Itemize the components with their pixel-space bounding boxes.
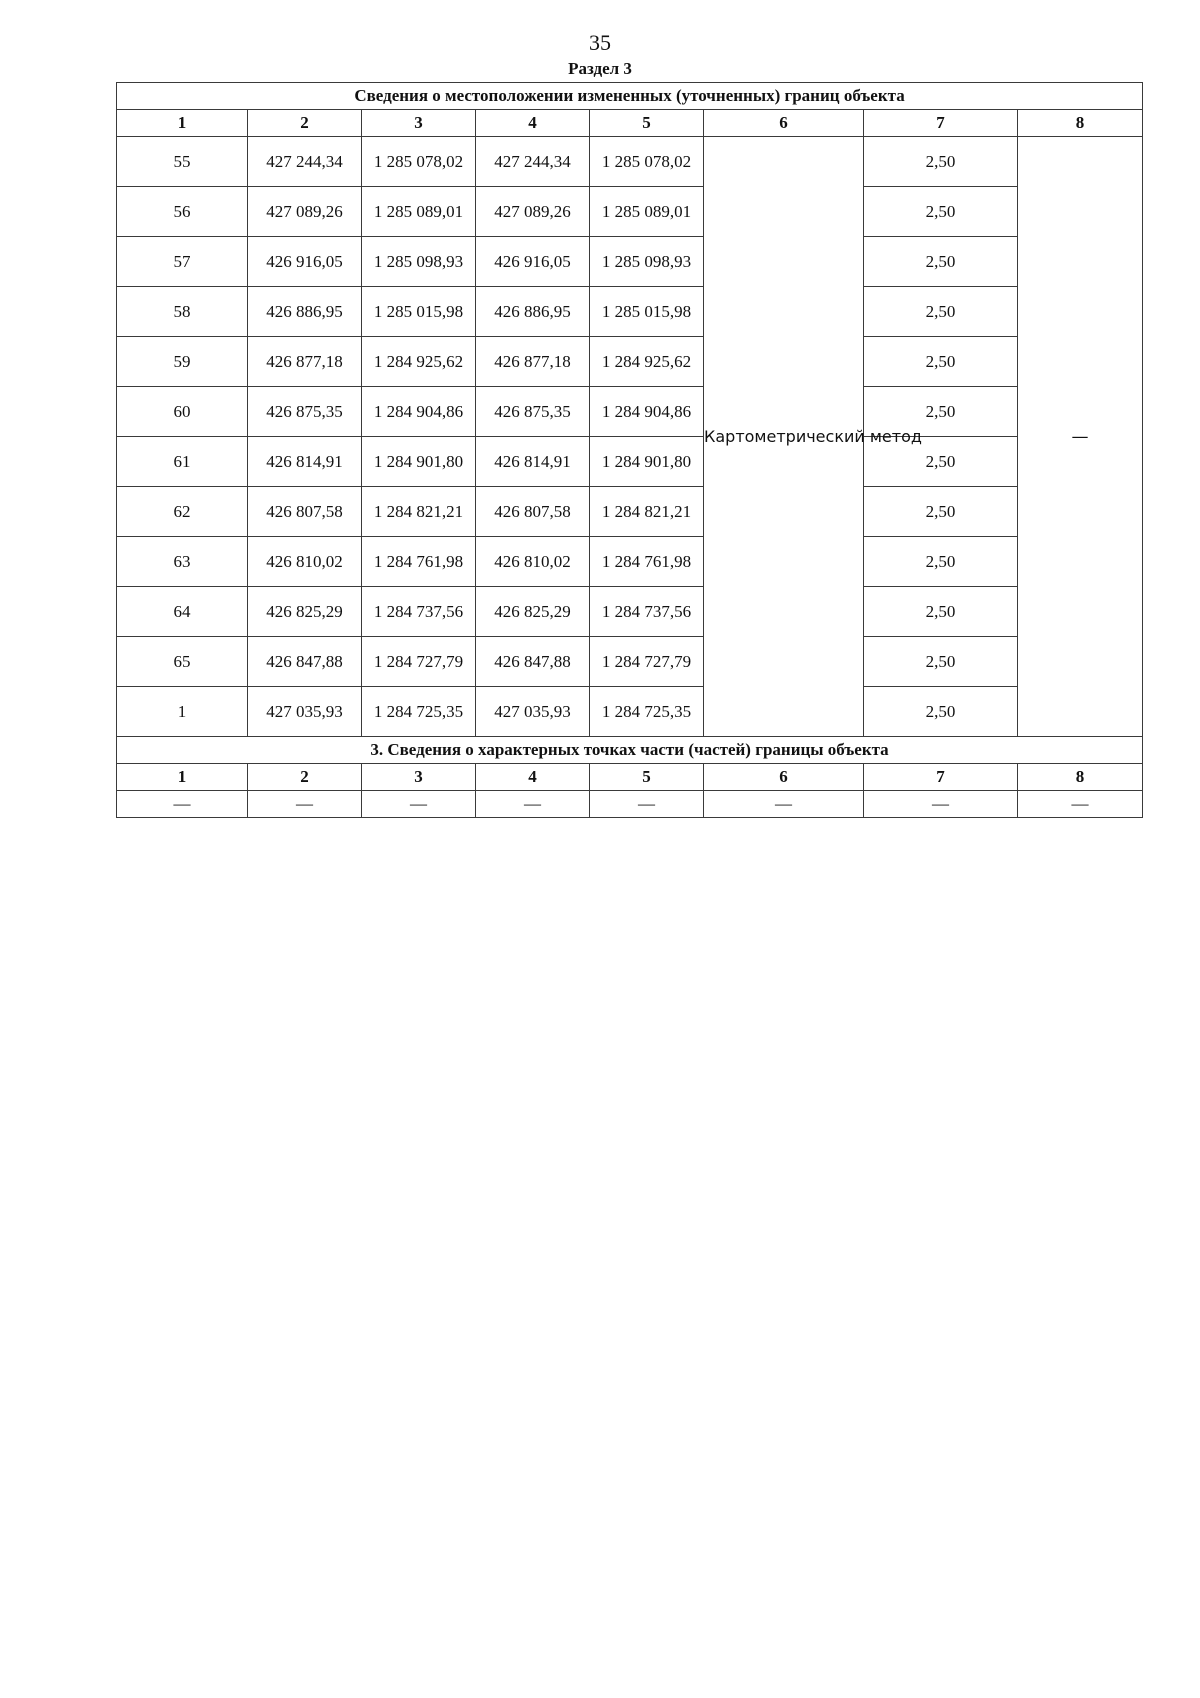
column-number: 7 — [864, 110, 1018, 137]
new-y: 1 284 761,98 — [590, 537, 704, 587]
new-y: 1 284 901,80 — [590, 437, 704, 487]
table-row — [117, 687, 1143, 737]
new-x: 427 089,26 — [476, 187, 590, 237]
existing-y: 1 285 089,01 — [362, 187, 476, 237]
table-row — [117, 387, 1143, 437]
accuracy-value: 2,50 — [864, 337, 1018, 387]
new-x: 426 847,88 — [476, 637, 590, 687]
existing-x: 427 035,93 — [248, 687, 362, 737]
new-x: 426 916,05 — [476, 237, 590, 287]
accuracy-value: 2,50 — [864, 187, 1018, 237]
existing-y: 1 285 015,98 — [362, 287, 476, 337]
section-title: Раздел 3 — [568, 59, 632, 78]
existing-x: 427 244,34 — [248, 137, 362, 187]
dash-cell: — — [1018, 791, 1143, 818]
accuracy-value: 2,50 — [864, 637, 1018, 687]
existing-x: 426 814,91 — [248, 437, 362, 487]
point-number: 57 — [117, 237, 248, 287]
column-number: 1 — [117, 110, 248, 137]
existing-x: 426 807,58 — [248, 487, 362, 537]
new-y: 1 285 015,98 — [590, 287, 704, 337]
existing-x: 426 810,02 — [248, 537, 362, 587]
point-number: 58 — [117, 287, 248, 337]
existing-x: 426 875,35 — [248, 387, 362, 437]
table-row — [117, 337, 1143, 387]
accuracy-value: 2,50 — [864, 137, 1018, 187]
existing-y: 1 284 904,86 — [362, 387, 476, 437]
accuracy-value: 2,50 — [864, 687, 1018, 737]
column-number: 3 — [362, 764, 476, 791]
new-y: 1 284 725,35 — [590, 687, 704, 737]
table1-column-numbers-row — [117, 110, 1143, 137]
dash-cell: — — [590, 791, 704, 818]
dash-cell: — — [864, 791, 1018, 818]
column-number: 8 — [1018, 764, 1143, 791]
point-number: 59 — [117, 337, 248, 387]
table1-title: Сведения о местоположении измененных (уточненных) границ объекта — [117, 83, 1143, 110]
table2-title: 3. Сведения о характерных точках части (частей) границы объекта — [117, 737, 1143, 764]
existing-y: 1 284 901,80 — [362, 437, 476, 487]
new-y: 1 285 098,93 — [590, 237, 704, 287]
point-number: 64 — [117, 587, 248, 637]
new-x: 426 825,29 — [476, 587, 590, 637]
point-number: 56 — [117, 187, 248, 237]
dash-cell: — — [704, 791, 864, 818]
existing-x: 426 877,18 — [248, 337, 362, 387]
new-x: 426 875,35 — [476, 387, 590, 437]
point-number: 63 — [117, 537, 248, 587]
existing-y: 1 285 098,93 — [362, 237, 476, 287]
column-number: 1 — [117, 764, 248, 791]
table2-values-row — [117, 791, 1143, 818]
new-y: 1 284 737,56 — [590, 587, 704, 637]
existing-y: 1 284 727,79 — [362, 637, 476, 687]
table2-title-row — [117, 737, 1143, 764]
dash-cell: — — [248, 791, 362, 818]
column-number: 6 — [704, 110, 864, 137]
existing-y: 1 284 925,62 — [362, 337, 476, 387]
table-row — [117, 287, 1143, 337]
existing-y: 1 284 725,35 — [362, 687, 476, 737]
point-number: 55 — [117, 137, 248, 187]
new-x: 427 035,93 — [476, 687, 590, 737]
existing-y: 1 284 737,56 — [362, 587, 476, 637]
table-body — [117, 83, 1143, 818]
boundary-points-table — [116, 82, 1143, 818]
existing-x: 426 916,05 — [248, 237, 362, 287]
table-row — [117, 187, 1143, 237]
point-number: 60 — [117, 387, 248, 437]
dash-cell: — — [476, 791, 590, 818]
new-x: 426 814,91 — [476, 437, 590, 487]
existing-x: 426 825,29 — [248, 587, 362, 637]
accuracy-value: 2,50 — [864, 487, 1018, 537]
table-row — [117, 137, 1143, 187]
accuracy-value: 2,50 — [864, 287, 1018, 337]
table-row — [117, 637, 1143, 687]
existing-x: 426 886,95 — [248, 287, 362, 337]
column-number: 2 — [248, 110, 362, 137]
table-row — [117, 487, 1143, 537]
page-number: 35 — [589, 30, 611, 55]
new-y: 1 284 727,79 — [590, 637, 704, 687]
accuracy-value: 2,50 — [864, 587, 1018, 637]
column-number: 6 — [704, 764, 864, 791]
column-number: 8 — [1018, 110, 1143, 137]
table1-title-row — [117, 83, 1143, 110]
table-row — [117, 537, 1143, 587]
new-x: 427 244,34 — [476, 137, 590, 187]
new-x: 426 877,18 — [476, 337, 590, 387]
accuracy-value: 2,50 — [864, 537, 1018, 587]
accuracy-value: 2,50 — [864, 237, 1018, 287]
accuracy-value: 2,50 — [864, 437, 1018, 487]
column-number: 5 — [590, 764, 704, 791]
dash-cell: — — [362, 791, 476, 818]
point-number: 62 — [117, 487, 248, 537]
new-y: 1 284 904,86 — [590, 387, 704, 437]
accuracy-value: 2,50 — [864, 387, 1018, 437]
new-y: 1 284 821,21 — [590, 487, 704, 537]
existing-y: 1 285 078,02 — [362, 137, 476, 187]
new-x: 426 886,95 — [476, 287, 590, 337]
point-number: 65 — [117, 637, 248, 687]
new-x: 426 810,02 — [476, 537, 590, 587]
new-y: 1 285 089,01 — [590, 187, 704, 237]
existing-y: 1 284 761,98 — [362, 537, 476, 587]
existing-x: 426 847,88 — [248, 637, 362, 687]
column-number: 4 — [476, 110, 590, 137]
column-number: 2 — [248, 764, 362, 791]
dash-cell: — — [117, 791, 248, 818]
existing-y: 1 284 821,21 — [362, 487, 476, 537]
column-number: 5 — [590, 110, 704, 137]
point-number: 61 — [117, 437, 248, 487]
new-y: 1 285 078,02 — [590, 137, 704, 187]
existing-x: 427 089,26 — [248, 187, 362, 237]
table-row — [117, 587, 1143, 637]
note-cell: — — [1018, 137, 1143, 737]
table-row — [117, 437, 1143, 487]
table-row — [117, 237, 1143, 287]
point-number: 1 — [117, 687, 248, 737]
column-number: 3 — [362, 110, 476, 137]
method-cell: Картометрический метод — [704, 137, 864, 737]
table2-column-numbers-row — [117, 764, 1143, 791]
new-y: 1 284 925,62 — [590, 337, 704, 387]
new-x: 426 807,58 — [476, 487, 590, 537]
column-number: 7 — [864, 764, 1018, 791]
column-number: 4 — [476, 764, 590, 791]
